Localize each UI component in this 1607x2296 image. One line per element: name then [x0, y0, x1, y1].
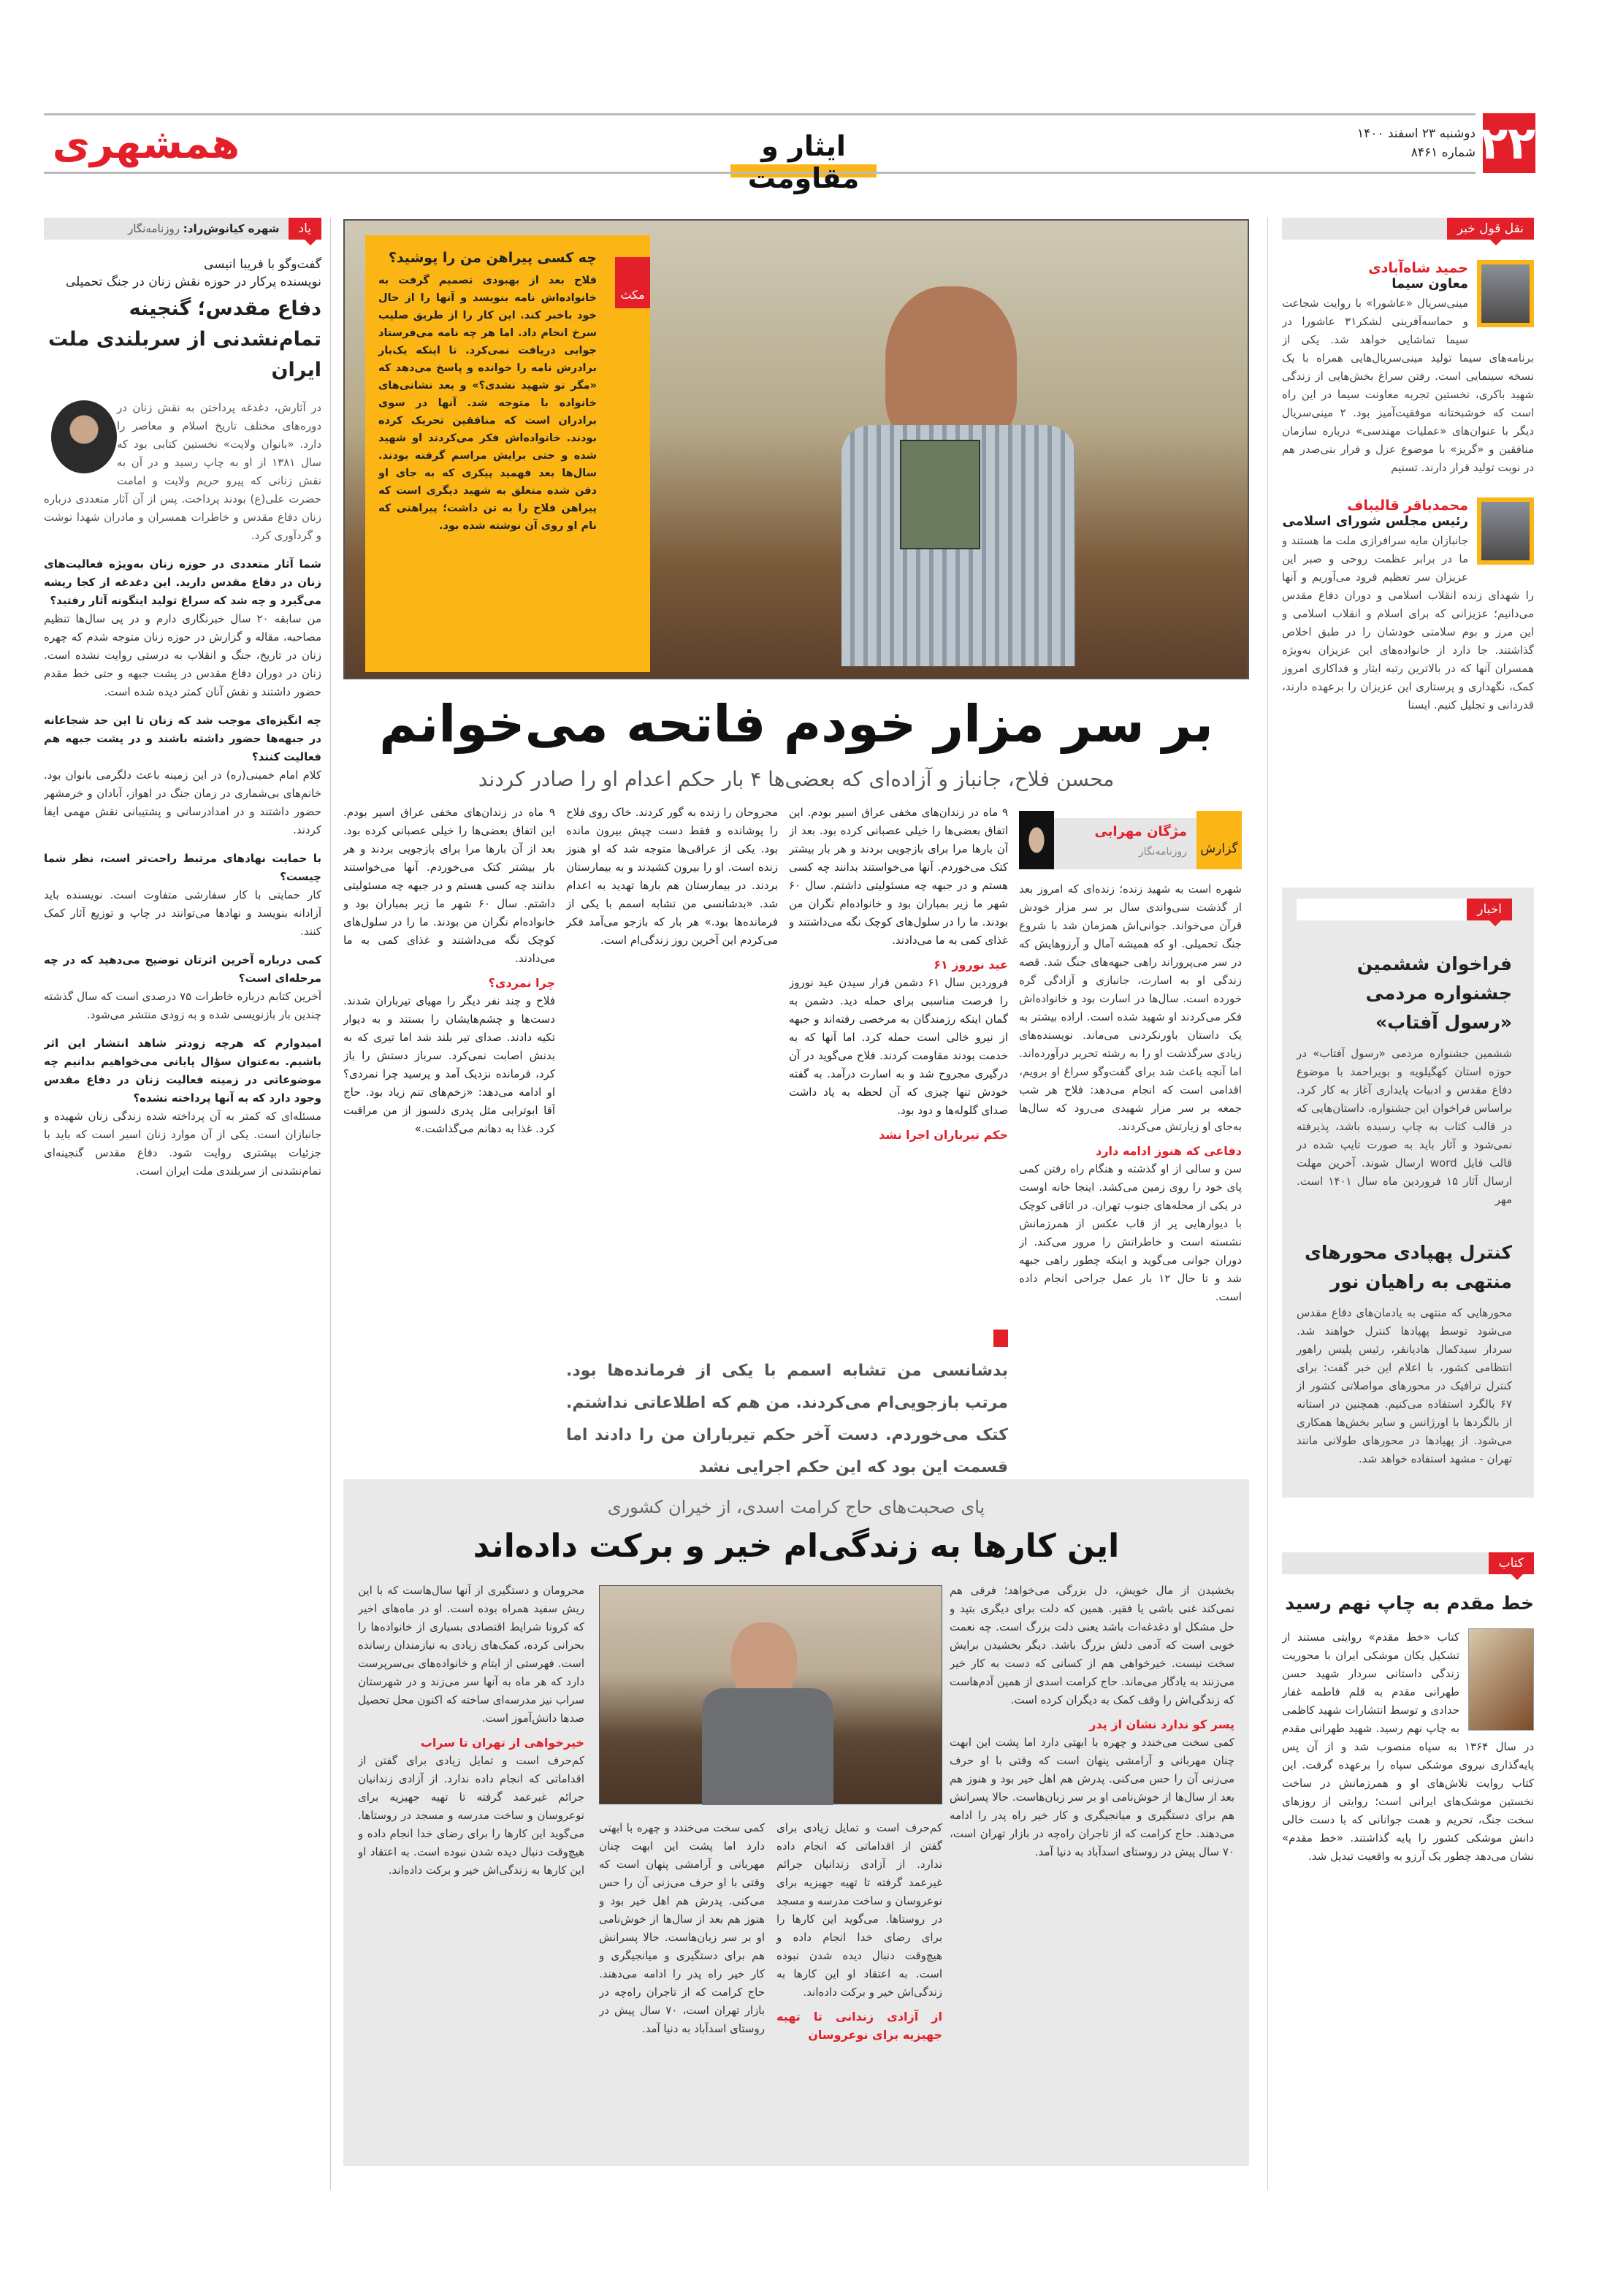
page-number: ۲۲: [1483, 113, 1535, 173]
quotes-tag: [1282, 218, 1534, 240]
bottom-paragraph: بخشیدن از مال خویش، دل بزرگی می‌خواهد؛ فرقی هم نمی‌کند غنی باشی یا فقیر. همین که دلت برای دیگری بتپد و حل مشکل او دغدغه‌ات باشد یعنی دلت بزرگ است. چه نعمت خوبی است که آدمی دلش بزرگ باشد. دیگر بخشیدن برایش سخت نیست. خیرخواهی هم از کسانی که دست به کار خیر می‌زنند به یادگار می‌ماند. حاج کرامت اسدی از همین آدم‌هاست که زندگی‌اش را وقف کمک به دیگران کرده است.: [950, 1584, 1234, 1706]
sidebar-label: مکث: [615, 257, 650, 308]
interview-answer: کار حمایتی با کار سفارشی متفاوت است. نویسنده باید آزادانه بنویسد و نهادها می‌توانند در چاپ و توزیع آثار کمک کنند.: [44, 888, 321, 938]
author-name: شهره کیانوش‌راد:: [183, 222, 280, 235]
news-section: [1282, 888, 1534, 1498]
main-subtitle: محسن فلاح، جانباز و آزاده‌ای که بعضی‌ها ۴ بار حکم اعدام او را صادر کردند: [478, 767, 1115, 791]
sidebar-box: [365, 235, 650, 672]
interview-answer: کلام امام خمینی(ره) در این زمینه باعث دلگرمی بانوان بود. خانم‌های بی‌شماری در زمان جنگ در اهواز، آبادان و خرمشهر حضور داشتند و در امدادرسانی و پشتیبانی نقش مهمی ایفا کردند.: [44, 768, 321, 836]
bottom-subhead: خیرخواهی از تهران تا سراب: [420, 1736, 584, 1750]
article-column-1: [1019, 880, 1242, 1450]
author-role: روزنامه‌نگار: [128, 222, 180, 235]
bottom-paragraph: محرومان و دستگیری از آنها سال‌هاست که با این ریش سفید همراه بوده است. او در ماه‌های اخیر که کرونا شرایط اقتصادی بسیاری از خانواده‌ها را بحرانی کرده، کمک‌های زیادی به نیازمندان رسانده است. فهرستی از ایتام و خانواده‌های بی‌سرپرست دارد که هر ماه به آنها سر می‌زند و در شهرستان سراب نیز مدرسه‌ای ساخته که اکنون محل تحصیل صدها دانش‌آموز است.: [358, 1584, 584, 1725]
interview-intro: در آثارش، دغدغه پرداختن به نقش زنان در دوره‌های مختلف تاریخ اسلام و معاصر را دارد. «بانوان ولایت» نخستین کتابی بود که سال ۱۳۸۱ از او به چاپ رسید و در آن به نقش زنانی که پیرو حریم ولایت و امامت حضرت علی(ع) بودند پرداخت. پس از آن آثار متعددی درباره زنان دفاع مقدس و خاطرات همسران و مادران شهدا نوشت و گردآوری کرد.: [44, 401, 321, 542]
interview-section: [44, 218, 321, 2190]
bottom-paragraph: کم‌حرف است و تمایل زیادی برای گفتن از اقداماتی که انجام داده ندارد. از آزادی زندانیان جرائم غیرعمد گرفته تا تهیه جهیزیه برای نوعروسان و ساخت مدرسه و مسجد در روستاها. می‌گوید این کارها را برای رضای خدا انجام داده و هیچ‌وقت دنبال دیده شدن نبوده است. به اعتقاد او این کارها به زندگی‌اش خیر و برکت داده‌اند.: [358, 1754, 584, 1877]
book-title[interactable]: خط مقدم به چاپ نهم رسید: [1285, 1593, 1534, 1614]
interview-label: یاد: [289, 218, 321, 240]
section-title: ایثار و مقاومت: [747, 130, 860, 194]
main-headline[interactable]: بر سر مزار خودم فاتحه می‌خوانم: [379, 694, 1213, 754]
interview-question: امیدوارم که هرچه زودتر شاهد انتشار این اثر باشیم. به‌عنوان سؤال پایانی می‌خواهیم بدانیم چه موضوعاتی در زمینه فعالیت زنان در دفاع مقدس وجود دارد که به آنها پرداخته نشده؟: [44, 1037, 321, 1105]
article-paragraph: فروردین سال ۶۱ دشمن فرار سیدن عید نوروز را فرصت مناسبی برای حمله دید. دشمن به گمان اینکه رزمندگان به مرخصی رفته‌اند و جبهه از نیرو خالی است حمله کرد. اما آنها که به خدمت بودند مقاومت کردند. فلاح می‌گوید در آن درگیری مجروح شد و به اسارت درآمد. به گفته خودش تنها چیزی که آن لحظه به یاد داشت صدای گلوله‌ها و دود بود.: [789, 976, 1008, 1117]
article-paragraph: سن و سالی از او گذشته و هنگام راه رفتن کمی پای خود را روی زمین می‌کشد. اینجا خانه اوست در یکی از محله‌های جنوب تهران. در اتاقی کوچک با دیوارهایی پر از قاب عکس از همرزمانش نشسته است و خاطراتش را مرور می‌کند. از دوران جوانی می‌گوید و اینکه چطور راهی جبهه شد و تا حال ۱۲ بار عمل جراحی انجام داده است.: [1019, 1162, 1242, 1303]
bottom-column-1: [950, 1582, 1234, 2159]
quotes-label: نقل قول خبر: [1447, 218, 1534, 240]
bottom-subhead: از آزادی زندانی تا تهیه جهیزیه برای نوعروسان: [776, 2010, 942, 2042]
book-label: کتاب: [1489, 1552, 1534, 1574]
bottom-article: [343, 1479, 1249, 2166]
sidebar-text: فلاح بعد از بهبودی تصمیم گرفت به خانواده‌اش نامه بنویسد و آنها را از حال خود باخبر کند. این کار را از طریق صلیب سرخ انجام داد. اما هر چه نامه می‌فرستاد جوابی دریافت نمی‌کرد. تا اینکه یک‌بار برادرش نامه را خوانده و پاسخ می‌دهد که «مگر تو شهید نشدی؟» و بعد نشانی‌های خانواده با متوجه شد. آنها در سوی برادران است که منافقین تحریک کرده بودند. خانواده‌اش فکر می‌کردند او شهید شده و حتی برایش مراسم گرفته بودند. سال‌ها بعد فهمید پیکری که به جای او دفن شده متعلق به شهید دیگری است که پیراهن فلاح را به تن داشت؛ پیراهنی که نام او روی آن نوشته شده بود.: [378, 275, 597, 532]
issue-date: دوشنبه ۲۳ اسفند ۱۴۰۰: [1356, 126, 1476, 141]
bottom-headline[interactable]: این کارها به زندگی‌ام خیر و برکت داده‌اند: [473, 1528, 1120, 1565]
interview-answer: من سابقه ۲۰ سال خبرنگاری دارم و در پی سال‌ها تنظیم مصاحبه، مقاله و گزارش در حوزه زنان متوجه شدم که چهره زنان در تاریخ، جنگ و انقلاب به درستی روایت نشده است. زنان در دوران دفاع مقدس در پشت جبهه و حتی خط مقدم حضور داشتند و نقش آنان کمتر دیده شده است.: [44, 612, 321, 698]
interview-title[interactable]: دفاع مقدس؛ گنجینه تمام‌نشدنی از سربلندی ملت ایران: [47, 297, 321, 381]
news-text: محورهایی که منتهی به یادمان‌های دفاع مقدس می‌شود توسط پهپادها کنترل خواهند شد. سردار سیدکمال هادیانفر، رئیس پلیس راهور انتظامی کشور، با اعلام این خبر گفت: برای کنترل ترافیک در محورهای مواصلاتی کشور از ۶۷ بالگرد استفاده می‌کنیم. همچنین در استانه از بالگردها با اورژانس و سایر بخش‌ها همکاری می‌شود. از پهپادها در محورهای طولانی مانند تهران - مشهد استفاده خواهد شد.: [1297, 1306, 1512, 1465]
column-divider: [1267, 218, 1268, 2190]
news-title[interactable]: فراخوان ششمین جشنواره مردمی «رسول آفتاب»: [1356, 953, 1512, 1033]
sidebar-title: چه کسی پیراهن من را پوشید؟: [388, 250, 597, 266]
article-subhead: عید نوروز ۶۱: [934, 958, 1008, 972]
bottom-kicker: پای صحبت‌های حاج کرامت اسدی، از خیران کشوری: [607, 1497, 985, 1517]
bottom-column-2: [599, 1819, 942, 2159]
quote-item: [1282, 260, 1534, 477]
reporter-role: روزنامه‌نگار: [1138, 846, 1187, 858]
quote-role: رئیس مجلس شورای اسلامی: [1282, 514, 1468, 529]
interview-kicker-2: نویسنده پرکار در حوزه نقش زنان در جنگ تحمیلی: [65, 275, 321, 289]
article-paragraph: ۹ ماه در زندان‌های مخفی عراق اسیر بودم. این اتفاق بعضی‌ها را خیلی عصبانی کرده بود. بعد از آن بارها مرا برای بازجویی بردند و هر بار بیشتر کتک می‌خوردم. آنها می‌خواستند بدانند چه کسی هستم و در جبهه چه مسئولیتی داشتم. سال ۶۰ شهر ما زیر بمباران بود و خانواده‌ام نگران من بودند. ما را در سلول‌های کوچک نگه می‌داشتند و غذای کمی به ما می‌دادند.: [343, 806, 555, 965]
bottom-photo: [599, 1585, 942, 1804]
news-label: اخبار: [1467, 899, 1512, 920]
photo-subject: [885, 286, 1017, 447]
header-top-rule: [44, 113, 1476, 115]
article-paragraph: مجروحان را زنده به گور کردند. خاک روی فلاح را پوشانده و فقط دست چپش بیرون مانده بود. یکی از عراقی‌ها متوجه شد که او هنوز زنده است. او را بیرون کشیدند و به بیمارستان بردند. در بیمارستان هم بارها تهدید به اعدام شد. «بدشانسی من تشابه اسمم با یکی از فرمانده‌ها بود.» هر بار که بازجو می‌آمد فکر می‌کردم این آخرین روز زندگی‌ام است.: [566, 806, 778, 947]
portrait-photo: [1477, 260, 1534, 327]
column-divider: [330, 218, 331, 2190]
interview-qa: [44, 555, 321, 1181]
interview-author: [128, 222, 288, 235]
reporter-name: مژگان مهرابی: [1094, 824, 1187, 839]
quote-text: جانبازان مایه سرافرازی ملت ما هستند و ما در برابر عظمت روحی و صبر این عزیزان سر تعظیم فرود می‌آوریم و آنها را شهدای زنده انقلاب اسلامی و دوران دفاع مقدس می‌دانیم؛ عزیزانی که برای اسلام و انقلاب اسلامی و این مرز و بوم سلامتی خودشان را در طبق اخلاص گذاشتند. جا دارد از خانواده‌های این عزیزان به‌ویژه همسران آنها که در بالاترین رتبه ایثار و فداکاری امروز کمک، نگهداری و پرستاری این عزیزان را برعهده دارند، قدردانی و تجلیل کنیم. ایسنا: [1282, 534, 1534, 712]
reporter-photo: [1019, 811, 1054, 869]
bottom-paragraph: کمی سخت می‌خندد و چهره با ابهتی دارد اما پشت این ابهت چنان مهربانی و آرامشی پنهان است که وقتی با او حرف می‌زنی آن را حس می‌کنی. پدرش هم اهل خیر بود و هنوز هم بعد از سال‌ها از خوش‌نامی او بر سر زبان‌هاست. حالا پسرانش هم برای دستگیری و میانجیگری و کار خیر راه پدر را ادامه می‌دهند. حاج کرامت که از تاجران راه‌چه در بازار تهران است، ۷۰ سال پیش در روستای اسد‌آباد به دنیا آمد.: [950, 1736, 1234, 1858]
article-subhead: حکم تیرباران اجرا نشد: [879, 1128, 1008, 1142]
article-lead: شهره است به شهید زنده؛ زنده‌ای که امروز بعد از گذشت سی‌واندی سال بر سر مزار خودش قرآن می‌خواند. جوانی‌اش همزمان شد با شروع جنگ تحمیلی. او که همیشه آمال و آرزوهایش که در سر می‌پروراند راهی جبهه‌های جنگ شد. قصه زندگی او به اسارت، جانبازی و آزادگی گره خورده است. سال‌ها در اسارت بود و خانواده‌اش فکر می‌کردند او شهید شده است. اراده بیشتر به یک داستان باورنکردنی می‌ماند. نویسنده‌های زیادی سرگذشت او را به رشته تحریر درآورده‌اند. اما آنچه باعث شد برای گفت‌وگو سراغ او برویم، اقدامی است که انجام می‌دهد: فلاح هر شب جمعه بر سر مزار شهیدی می‌رود که سال‌ها به‌جای او زیارتش می‌کردند.: [1019, 882, 1242, 1133]
quote-name: محمدباقر قالیباف: [1347, 497, 1468, 514]
portrait-photo: [1477, 497, 1534, 565]
pull-quote-marker: [993, 1330, 1008, 1347]
pull-quote: بدشانسی من تشابه اسمم با یکی از فرمانده‌ها بود. مرتب بازجویی‌ام می‌کردند. من هم که اطلاعاتی نداشتم. کتک می‌خوردم. دست آخر حکم تیرباران من را دادند اما قسمت این بود که این حکم اجرایی نشد: [566, 1362, 1008, 1476]
interview-tag: [44, 218, 321, 240]
article-column-4: [343, 804, 555, 1446]
book-cover-image: [1468, 1628, 1534, 1731]
article-subhead: دفاعی که هنوز ادامه دارد: [1096, 1144, 1242, 1158]
news-text: ششمین جشنواره مردمی «رسول آفتاب» در حوزه استان کهگیلویه و بویراحمد با موضوع دفاع مقدس و ادبیات پایداری آغاز به کار کرد. براساس فراخوان این جشنواره، داستان‌هایی که در قالب کتاب به چاپ رسیده باشد، پذیرفته نمی‌شود و آثار باید به صورت تایپ شده در قالب فایل word ارسال شوند. آخرین مهلت ارسال آثار ۱۵ فروردین ماه سال ۱۴۰۱ است. مهر: [1297, 1047, 1512, 1206]
article-paragraph: ۹ ماه در زندان‌های مخفی عراق اسیر بودم. این اتفاق بعضی‌ها را خیلی عصبانی کرده بود. بعد از آن بارها مرا برای بازجویی بردند و هر بار بیشتر کتک می‌خوردم. آنها می‌خواستند بدانند چه کسی هستم و در جبهه چه مسئولیتی داشتم. سال ۶۰ شهر ما زیر بمباران بود و خانواده‌ام نگران من بودند. ما را در سلول‌های کوچک نگه می‌داشتند و غذای کمی به ما می‌دادند.: [789, 806, 1008, 947]
interview-answer: مسئله‌ای که کمتر به آن پرداخته شده زندگی زنان شهیده و جانبازان است. یکی از آن موارد زنان اسیر است که باید با جزئیات بیشتری روایت شود. دفاع مقدس گنجینه‌ای تمام‌نشدنی از سربلندی ملت ایران است.: [44, 1110, 321, 1178]
interview-kicker: گفت‌وگو با فریبا انیسی: [203, 257, 321, 272]
interviewee-photo: [51, 400, 117, 473]
bottom-column-3: [358, 1582, 584, 2159]
interview-question: با حمایت نهادهای مرتبط راحت‌تر است، نظر شما چیست؟: [44, 852, 321, 883]
article-subhead: چرا نمردی؟: [488, 976, 555, 990]
issue-number: شماره ۸۴۶۱: [1411, 145, 1476, 160]
byline-box: [1019, 818, 1242, 869]
article-column-2: [789, 804, 1008, 1308]
quote-name: حمید شاه‌آبادی: [1368, 260, 1468, 276]
quotes-section: [1282, 218, 1534, 879]
bottom-subhead: پسر کو ندارد نشان از پدر: [1089, 1717, 1234, 1731]
bottom-paragraph: کمی سخت می‌خندد و چهره با ابهتی دارد اما پشت این ابهت چنان مهربانی و آرامشی پنهان است که وقتی با او حرف می‌زنی آن را حس می‌کنی. پدرش هم اهل خیر بود و هنوز هم بعد از سال‌ها از خوش‌نامی او بر سر زبان‌هاست. حالا پسرانش هم برای دستگیری و میانجیگری و کار خیر راه پدر را ادامه می‌دهند. حاج کرامت که از تاجران راه‌چه در بازار تهران است، ۷۰ سال پیش در روستای اسد‌آباد به دنیا آمد.: [599, 1821, 765, 2035]
photo-book: [900, 440, 980, 549]
interview-question: شما آثار متعددی در حوزه زنان به‌ویژه فعالیت‌های زنان در دفاع مقدس دارید. این دغدغه از کجا ریشه می‌گیرد و چه شد که سراغ تولید اینگونه آثار رفتید؟: [44, 557, 321, 607]
quote-role: معاون سیما: [1392, 276, 1468, 291]
book-text: کتاب «خط مقدم» روایتی مستند از تشکیل یکان موشکی ایران با محوریت زندگی داستانی سردار شهید حسن طهرانی مقدم به قلم فاطمه غفار حدادی و توسط انتشارات شهید کاظمی به چاپ نهم رسید. شهید طهرانی مقدم در سال ۱۳۶۴ به سپاه منصوب شد و از آن پس پایه‌گذاری نیروی موشکی سپاه را برعهده گرفت. این کتاب روایت تلاش‌های او و همرزمانش در ساخت نخستین موشک‌های ایرانی است؛ روایتی از روزهای سخت جنگ، تحریم و همت جوانانی که با دست خالی دانش موشکی کشور را پایه گذاشتند. «خط مقدم» نشان می‌دهد چطور یک آرزو به واقعیت تبدیل شد.: [1282, 1631, 1534, 1863]
quote-text: مینی‌سریال «عاشورا» با روایت شجاعت و حماسه‌آفرینی لشکر۳۱ عاشورا در سیما تماشایی خواهد شد. یکی از برنامه‌های سیما تولید مینی‌سریال‌هایی همراه با یک نسخه سینمایی است. رفتن سراغ بخش‌هایی از زندگی شهید باکری، نخستین تجربه معاونت سیما در این راه است که خوشبختانه موفقیت‌آمیز بود. ۲ مینی‌سریال دیگر با عنوان‌های «عملیات مهندسی» درباره سازمان منافقین و «گریز» با موضوع عزل و فرار بنی‌صدر هم در نوبت تولید قرار دارند. تسنیم: [1282, 297, 1534, 474]
news-tag: [1297, 899, 1512, 920]
interview-question: کمی درباره آخرین اثرتان توضیح می‌دهید که در چه مرحله‌ای است؟: [44, 953, 321, 985]
news-title[interactable]: کنترل پهپادی محورهای منتهی به راهیان نور: [1304, 1242, 1512, 1292]
bottom-paragraph: کم‌حرف است و تمایل زیادی برای گفتن از اقداماتی که انجام داده ندارد. از آزادی زندانیان جرائم غیرعمد گرفته تا تهیه جهیزیه برای نوعروسان و ساخت مدرسه و مسجد در روستاها. می‌گوید این کارها را برای رضای خدا انجام داده و هیچ‌وقت دنبال دیده شدن نبوده است. به اعتقاد او این کارها به زندگی‌اش خیر و برکت داده‌اند.: [776, 1821, 942, 1999]
interview-answer: آخرین کتابم درباره خاطرات ۷۵ درصدی است که سال گذشته چندین بار بازنویسی شده و به زودی منتشر می‌شود.: [44, 990, 321, 1021]
book-section: [1282, 1552, 1534, 2195]
article-paragraph: فلاح و چند نفر دیگر را مهیای تیرباران شدند. دست‌ها و چشم‌هایشان را بستند و به دیوار تکیه دادند. صدای تیر بلند شد اما تیری که به بدنش اصابت نمی‌کرد. سرباز دستش را باز کرد، فرمانده نزدیک آمد و پرسید چرا نمردی؟ او ادامه می‌دهد: «زخم‌های تنم زیاد بود. حاج آقا ابوترابی مثل پدری دلسوز از من مراقبت کرد. غذا به دهانم می‌گذاشت.»: [343, 994, 555, 1135]
issue-info: [1337, 124, 1476, 162]
photo-suit: [702, 1688, 833, 1805]
quote-item: [1282, 497, 1534, 714]
newspaper-logo[interactable]: همشهری: [52, 121, 240, 168]
interview-question: چه انگیزه‌ای موجب شد که زنان تا این حد شجاعانه در جبهه‌ها حضور داشته باشند و در پشت جبهه هم فعالیت کنند؟: [44, 714, 321, 763]
byline-label: گزارش: [1196, 811, 1242, 869]
book-tag: [1282, 1552, 1534, 1574]
article-column-3: [566, 804, 778, 1308]
